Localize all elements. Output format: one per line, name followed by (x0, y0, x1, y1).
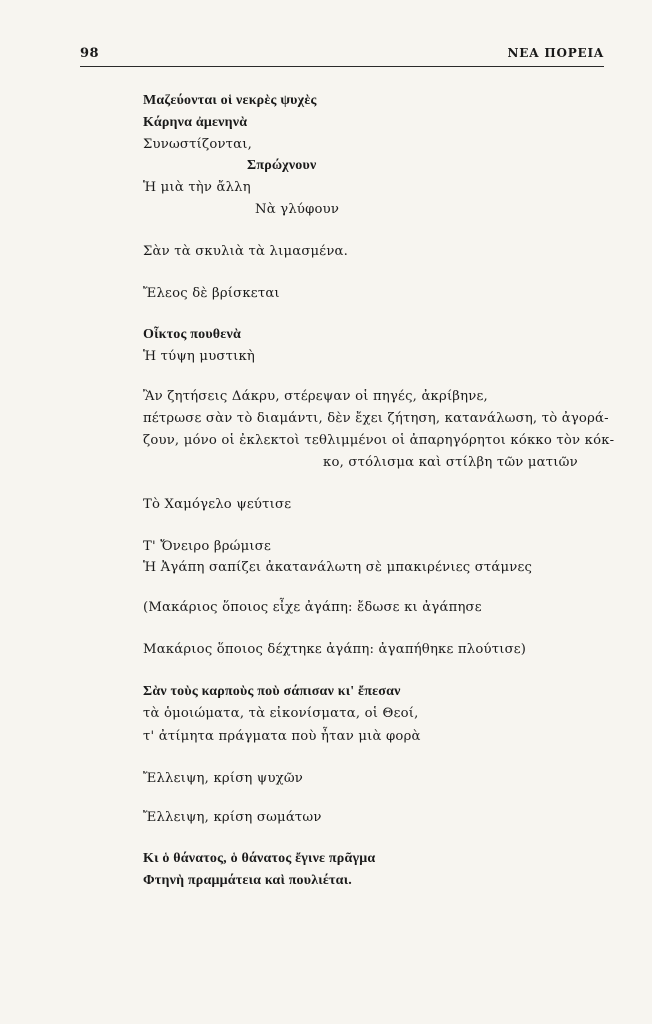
poem-line: Συνωστίζονται, (143, 137, 253, 152)
poem-line: Σὰν τὰ σκυλιὰ τὰ λιμασμένα. (143, 244, 349, 259)
poem-line: Ἂν ζητήσεις Δάκρυ, στέρεψαν οἱ πηγές, ἀκρίβηνε, (143, 389, 488, 404)
poem-line: Ἡ τύψη μυστικὴ (143, 349, 256, 364)
poem-line: Σὰν τοὺς καρποὺς ποὺ σάπισαν κι' ἔπεσαν (143, 684, 401, 699)
poem-line: κο, στόλισμα καὶ στίλβη τῶν ματιῶν (323, 455, 578, 470)
poem-line: Φτηνὴ πραμμάτεια καὶ πουλιέται. (143, 873, 352, 888)
poem-line: τὰ ὁμοιώματα, τὰ εἰκονίσματα, οἱ Θεοί, (143, 706, 419, 721)
poem-line: Κι ὁ θάνατος, ὁ θάνατος ἔγινε πρᾶγμα (143, 851, 376, 866)
poem-line: Σπρώχνουν (247, 158, 317, 173)
poem-line: Μακάριος ὅποιος δέχτηκε ἀγάπη: ἀγαπήθηκε πλούτισε) (143, 642, 527, 657)
poem-line: πέτρωσε σὰν τὸ διαμάντι, δὲν ἔχει ζήτηση, κατανάλωση, τὸ ἀγορά- (143, 411, 609, 426)
poem-line: (Μακάριος ὅποιος εἶχε ἀγάπη: ἔδωσε κι ἀγάπησε (143, 600, 482, 615)
poem-line: Μαζεύονται οἱ νεκρὲς ψυχὲς (143, 93, 317, 108)
page-number: 98 (80, 46, 100, 61)
poem-line: Ἔλεος δὲ βρίσκεται (143, 286, 280, 301)
poem-line: Τὸ Χαμόγελο ψεύτισε (143, 497, 292, 512)
poem-line: Ἡ Ἀγάπη σαπίζει ἀκατανάλωτη σὲ μπακιρένιες στάμνες (143, 560, 533, 575)
poem-line: Οἶκτος πουθενὰ (143, 327, 241, 342)
poem-line: Κάρηνα ἀμενηνὰ (143, 115, 248, 130)
poem-line: Ἔλλειψη, κρίση ψυχῶν (143, 771, 304, 786)
poem-line: τ' ἀτίμητα πράγματα ποὺ ἦταν μιὰ φορὰ (143, 729, 421, 744)
poem-line: Τ' Ὄνειρο βρώμισε (143, 539, 271, 554)
poem-line: Ἔλλειψη, κρίση σωμάτων (143, 810, 322, 825)
poem-line: Νὰ γλύφουν (255, 202, 340, 217)
poem-line: ζουν, μόνο οἱ ἐκλεκτοὶ τεθλιμμένοι οἱ ἀπαρηγόρητοι κόκκο τὸν κόκ- (143, 433, 615, 448)
running-title: ΝΕΑ ΠΟΡΕΙΑ (507, 46, 604, 60)
poem-line: Ἡ μιὰ τὴν ἄλλη (143, 180, 251, 195)
